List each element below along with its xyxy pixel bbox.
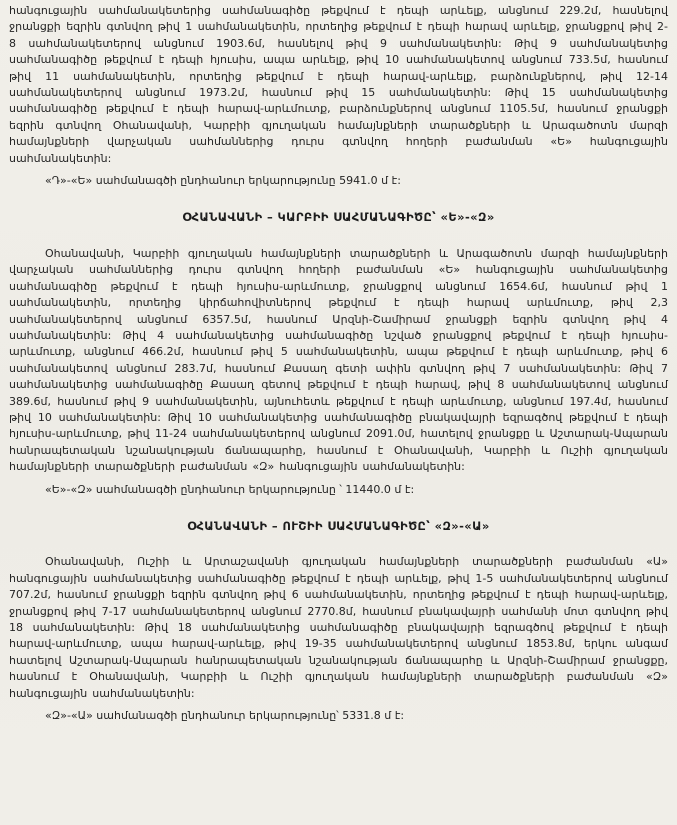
body-paragraph-d-e: հանգուցային սահմանակետերից սահմանագիծը թեքվում է դեպի արևելք, անցնում 229.2մ, հասնելով ջրանցքի եզրին գտնվող թիվ 1 սահմանակետին, որտեղից թեքվում է դեպի հարավ արևելք, ջրանցքով թիվ 2-8 սահմանակետերով անցնում 1903.6մ, հասնելով թիվ 9 սահմանակետին: Թիվ 9 սահմանակետից սահմանագիծը թեքվում է դեպի հյուսիս, ապա արևելք, թիվ 10 սահմանակետով անցնում 733.5մ, հասնում թիվ 11 սահմանակետին, որտեղից թեքվում է դեպի հարավ-արևելք, բարձունքներով, թիվ 12-14 սահմանակետերով անցնում 1973.2մ, հասնում թիվ 15 սահմանակետին: Թիվ 15 սահմանակետից սահմանագիծը թեքվում է դեպի հարավ-արևմուտք, բարձունքներով անցնում 1105.5մ, հասնում ջրանցքի եզրին գտնվող Օհանավանի, Կարբիի գյուղական համայնքների տարածքների և Արագածոտն մարզի համայնքների վարչական սահմաններից դուրս գտնվող հողերի բաժանման «Ե» հանգուցային սահմանակետին: [9,4,668,165]
body-paragraph-z-a: Օհանավանի, Ուշիի և Արտաշավանի գյուղական համայնքների տարածքների բաժանման «Ա» հանգուցային սահմանակետից սահմանագիծը թեքվում է դեպի արևելք, թիվ 1-5 սահմանակետերով անցնում 707.2մ, հասնում ջրանցքի եզրին գտնվող թիվ 6 սահմանակետին, որտեղից թեքվում է դեպի հարավ-արևելք, ջրանցքով թիվ 7-17 սահմանակետերով անցնում 2770.8մ, հասնում բնակավայրի սահմանի մոտ գտնվող թիվ 18 սահմանակետին: Թիվ 18 սահմանակետից սահմանագիծը բնակավայրի եզրագծով թեքվում է դեպի հարավ-արևմուտք, ապա հարավ-արևելք, թիվ 19-35 սահմանակետերով անցնում 1853.8մ, երկու անգամ հատելով Աշտարակ-Ապարան հանրապետական նշանակության ճանապարհը և Արզնի-Շամիրամ ջրանցքը, հասնում է Օհանավանի, Կարբիի և Ուշիի գյուղական համայնքների տարածքների բաժանման «Զ» հանգուցային սահմանակետին: [9,555,668,700]
body-paragraph-e-z: Օհանավանի, Կարբիի գյուղական համայնքների տարածքների և Արագածոտն մարզի համայնքների վարչական սահմաններից դուրս գտնվող հողերի բաժանման «Ե» հանգուցային սահմանակետից սահմանագիծը թեքվում է դեպի հյուսիս-արևմուտք, ջրանցքով անցնում 1654.6մ, հասնում թիվ 1 սահմանակետին, որտեղից կիրճահովիտներով թեքվում է դեպի հարավ արևմուտք, թիվ 2,3 սահմանակետերով անցնում 6357.5մ, հասնում Արզնի-Շամիրամ ջրանցքի եզրին գտնվող թիվ 4 սահմանակետին: Թիվ 4 սահմանակետից սահմանագիծը նշված ջրանցքով թեքվում է դեպի հյուսիս-արևմուտք, անցնում 466.2մ, հասնում թիվ 5 սահմանակետին, ապա թեքվում է դեպի արևմուտք, թիվ 6 սահմանակետով անցնում 283.7մ, հասնում Քասաղ գետի ափին գտնվող թիվ 7 սահմանակետին: Թիվ 7 սահմանակետից սահմանագիծը Քասաղ գետով թեքվում է դեպի հարավ, թիվ 8 սահմանակետով անցնում 389.6մ, հասնում թիվ 9 սահմանակետին, այնուհետև թեքվում է դեպի արևմուտք, անցնում 197.4մ, հասնում թիվ 10 սահմանակետին: Թիվ 10 սահմանակետից սահմանագիծը բնակավայրի եզրագծով թեքվում է դեպի հյուսիս-արևմուտք, թիվ 11-24 սահմանակետերով անցնում 2091.0մ, հատելով ջրանցքը և Աշտարակ-Ապարան հանրապետական նշանակության ճանապարհը, հասնում է Օհանավանի, Կարբիի և Ուշիի գյուղական համայնքների տարածքների բաժանման «Զ» հանգուցային սահմանակետին: [9,246,668,474]
total-length-line-e-z: «Ե»-«Զ» սահմանագծի ընդհանուր երկարությունը ՝ 11440.0 մ է: [45,482,415,496]
total-length-line-z-a: «Զ»-«Ա» սահմանագծի ընդհանուր երկարությունը՝ 5331.8 մ է: [45,709,405,723]
total-length-line-d-e: «Դ»-«Ե» սահմանագծի ընդհանուր երկարությունը 5941.0 մ է: [45,174,401,188]
section-heading-ohanavan-karbi: ՕՀԱՆԱՎԱՆԻ – ԿԱՐԲԻԻ ՍԱՀՄԱՆԱԳԻԾԸ՝ «Ե»-«Զ» [182,210,495,225]
section-heading-ohanavan-ushi: ՕՀԱՆԱՎԱՆԻ – ՈՒՇԻԻ ՍԱՀՄԱՆԱԳԻԾԸ՝ «Զ»-«Ա» [187,518,490,533]
